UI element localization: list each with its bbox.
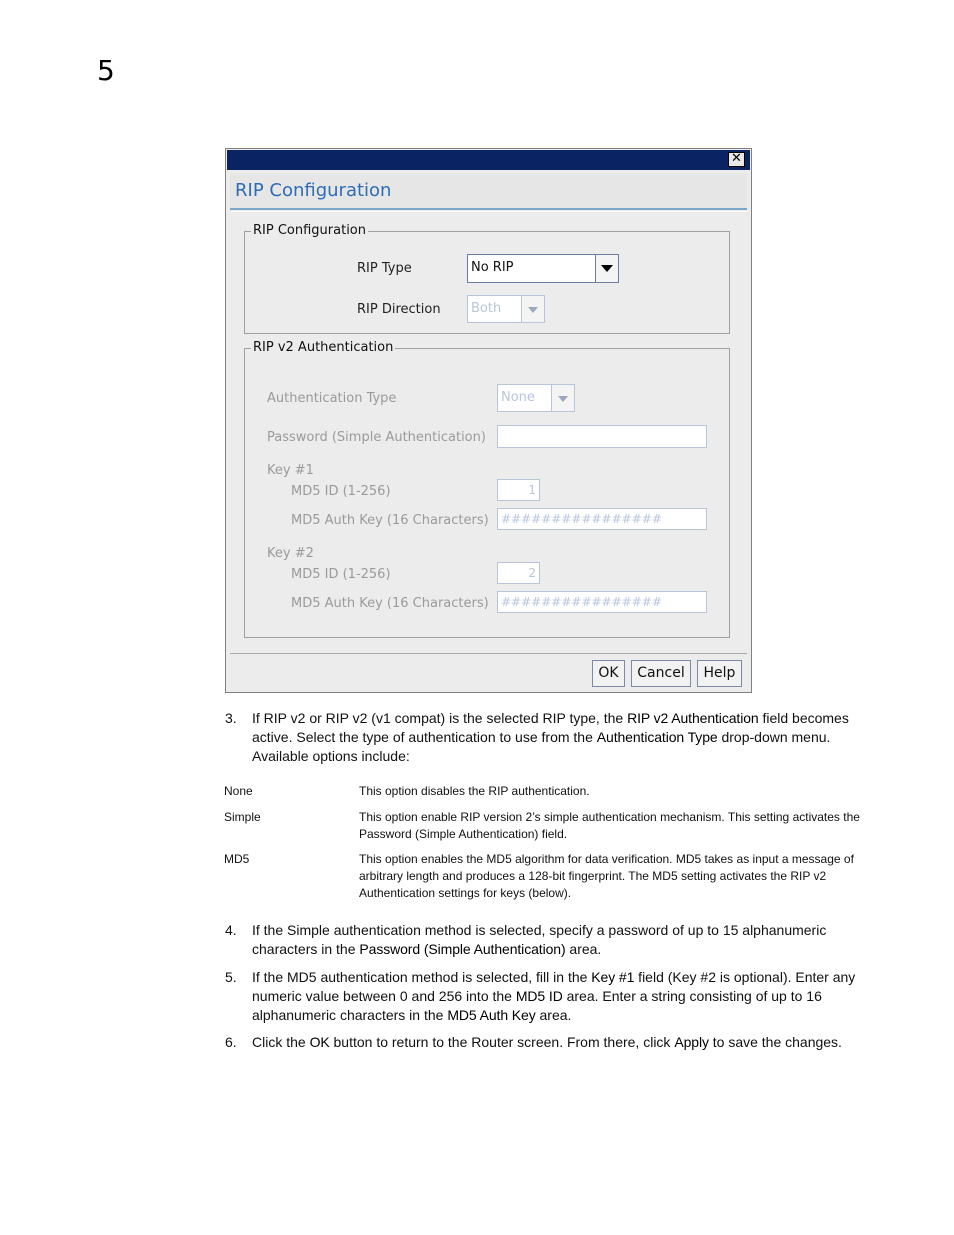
help-button[interactable]: Help	[697, 660, 742, 687]
step-text	[252, 921, 875, 959]
rip-configuration-group	[244, 223, 730, 334]
key2-label: Key #2	[267, 546, 314, 561]
rip-direction-value: Both	[471, 301, 502, 316]
step-text-part: button to return to the Router screen. From there, click	[329, 1034, 675, 1050]
rip-type-select[interactable]	[467, 254, 619, 283]
chevron-down-icon[interactable]	[551, 385, 574, 411]
option-desc-simple: This option enable RIP version 2’s simple authentication mechanism. This setting activates the Password (Simple Authentication) field.	[359, 810, 860, 841]
rip-v2-authentication-group	[244, 340, 730, 638]
step-number: 3.	[225, 710, 237, 726]
dialog-header	[230, 173, 747, 210]
ok-button[interactable]: OK	[592, 660, 625, 687]
rip-v2-authentication-group-label: RIP v2 Authentication	[253, 340, 394, 355]
authentication-type-value: None	[501, 390, 535, 405]
step-text-part: field (Key #2 is optional). Enter any numeric value between 0 and 256 into the	[252, 969, 856, 1004]
step-text	[252, 1033, 885, 1052]
step-text-part: If the Simple authentication method is selected, specify a password of up to 15 alphanumeric characters in the	[252, 922, 827, 957]
dialog-footer	[230, 653, 747, 688]
step-5	[225, 968, 875, 1025]
rip-direction-select[interactable]	[467, 295, 545, 323]
cancel-button[interactable]: Cancel	[631, 660, 691, 687]
ui-term: Key #1	[591, 969, 635, 985]
dialog-body	[230, 211, 747, 654]
key1-md5-id-field[interactable]: 1	[497, 479, 540, 501]
chapter-number: 5	[97, 54, 115, 87]
rip-type-label: RIP Type	[357, 261, 412, 276]
option-desc-md5: This option enables the MD5 algorithm for data verification. MD5 takes as input a message of arbitrary length and produces a 128-bit fingerprint. The MD5 setting activates the RIP v2 Authentication settings for keys (below).	[359, 852, 854, 900]
step-number: 4.	[225, 922, 237, 938]
step-number: 5.	[225, 969, 237, 985]
step-text-part: to save the changes.	[708, 1034, 842, 1050]
option-name-simple: Simple	[224, 810, 261, 824]
key2-auth-key-label: MD5 Auth Key (16 Characters)	[291, 596, 489, 611]
step-text	[252, 709, 875, 766]
ui-term: MD5 ID	[515, 988, 563, 1004]
key2-md5-id-field[interactable]: 2	[497, 562, 540, 584]
authentication-type-label: Authentication Type	[267, 391, 397, 406]
option-desc-none: This option disables the RIP authentication.	[359, 784, 590, 798]
ui-term: Apply	[674, 1034, 709, 1050]
chevron-down-icon[interactable]	[521, 296, 544, 322]
key2-auth-key-field[interactable]: ################	[497, 591, 707, 613]
ui-term: OK	[309, 1034, 330, 1050]
dialog-titlebar	[227, 150, 750, 170]
ui-term: Authentication Type	[596, 729, 718, 745]
step-text-part: area. Enter a string consisting of up to 16 alphanumeric characters in the	[252, 988, 822, 1023]
rip-direction-label: RIP Direction	[357, 302, 441, 317]
chevron-down-icon[interactable]	[595, 255, 618, 282]
ui-term: MD5 Auth Key	[447, 1007, 536, 1023]
step-text-part: field becomes active. Select the type of authentication to use from the	[252, 710, 849, 745]
step-text-part: drop-down menu. Available options include:	[252, 729, 831, 764]
password-label: Password (Simple Authentication)	[267, 430, 486, 445]
step-3	[225, 709, 875, 766]
key1-auth-key-field[interactable]: ################	[497, 508, 707, 530]
rip-configuration-dialog	[225, 148, 752, 693]
rip-configuration-group-label: RIP Configuration	[253, 223, 367, 238]
option-name-none: None	[224, 784, 253, 798]
ui-term: Password (Simple Authentication)	[359, 941, 566, 957]
step-text-part: area.	[535, 1007, 572, 1023]
step-text-part: If the MD5 authentication method is selected, fill in the	[252, 969, 592, 985]
step-4	[225, 921, 875, 959]
close-icon[interactable]: ✕	[728, 152, 745, 167]
step-text-part: Click the	[252, 1034, 310, 1050]
rip-type-value: No RIP	[471, 260, 514, 275]
step-text-part: area.	[565, 941, 602, 957]
key2-md5-id-label: MD5 ID (1-256)	[291, 567, 391, 582]
step-text-part: If RIP v2 or RIP v2 (v1 compat) is the selected RIP type, the	[252, 710, 628, 726]
key1-auth-key-label: MD5 Auth Key (16 Characters)	[291, 513, 489, 528]
ui-term: RIP v2 Authentication	[627, 710, 759, 726]
authentication-type-select[interactable]	[497, 384, 575, 412]
option-name-md5: MD5	[224, 852, 250, 866]
step-6	[225, 1033, 885, 1052]
step-text	[252, 968, 875, 1025]
key1-label: Key #1	[267, 463, 314, 478]
password-field[interactable]	[497, 425, 707, 448]
key1-md5-id-label: MD5 ID (1-256)	[291, 484, 391, 499]
dialog-title: RIP Configuration	[235, 180, 392, 201]
step-number: 6.	[225, 1034, 237, 1050]
